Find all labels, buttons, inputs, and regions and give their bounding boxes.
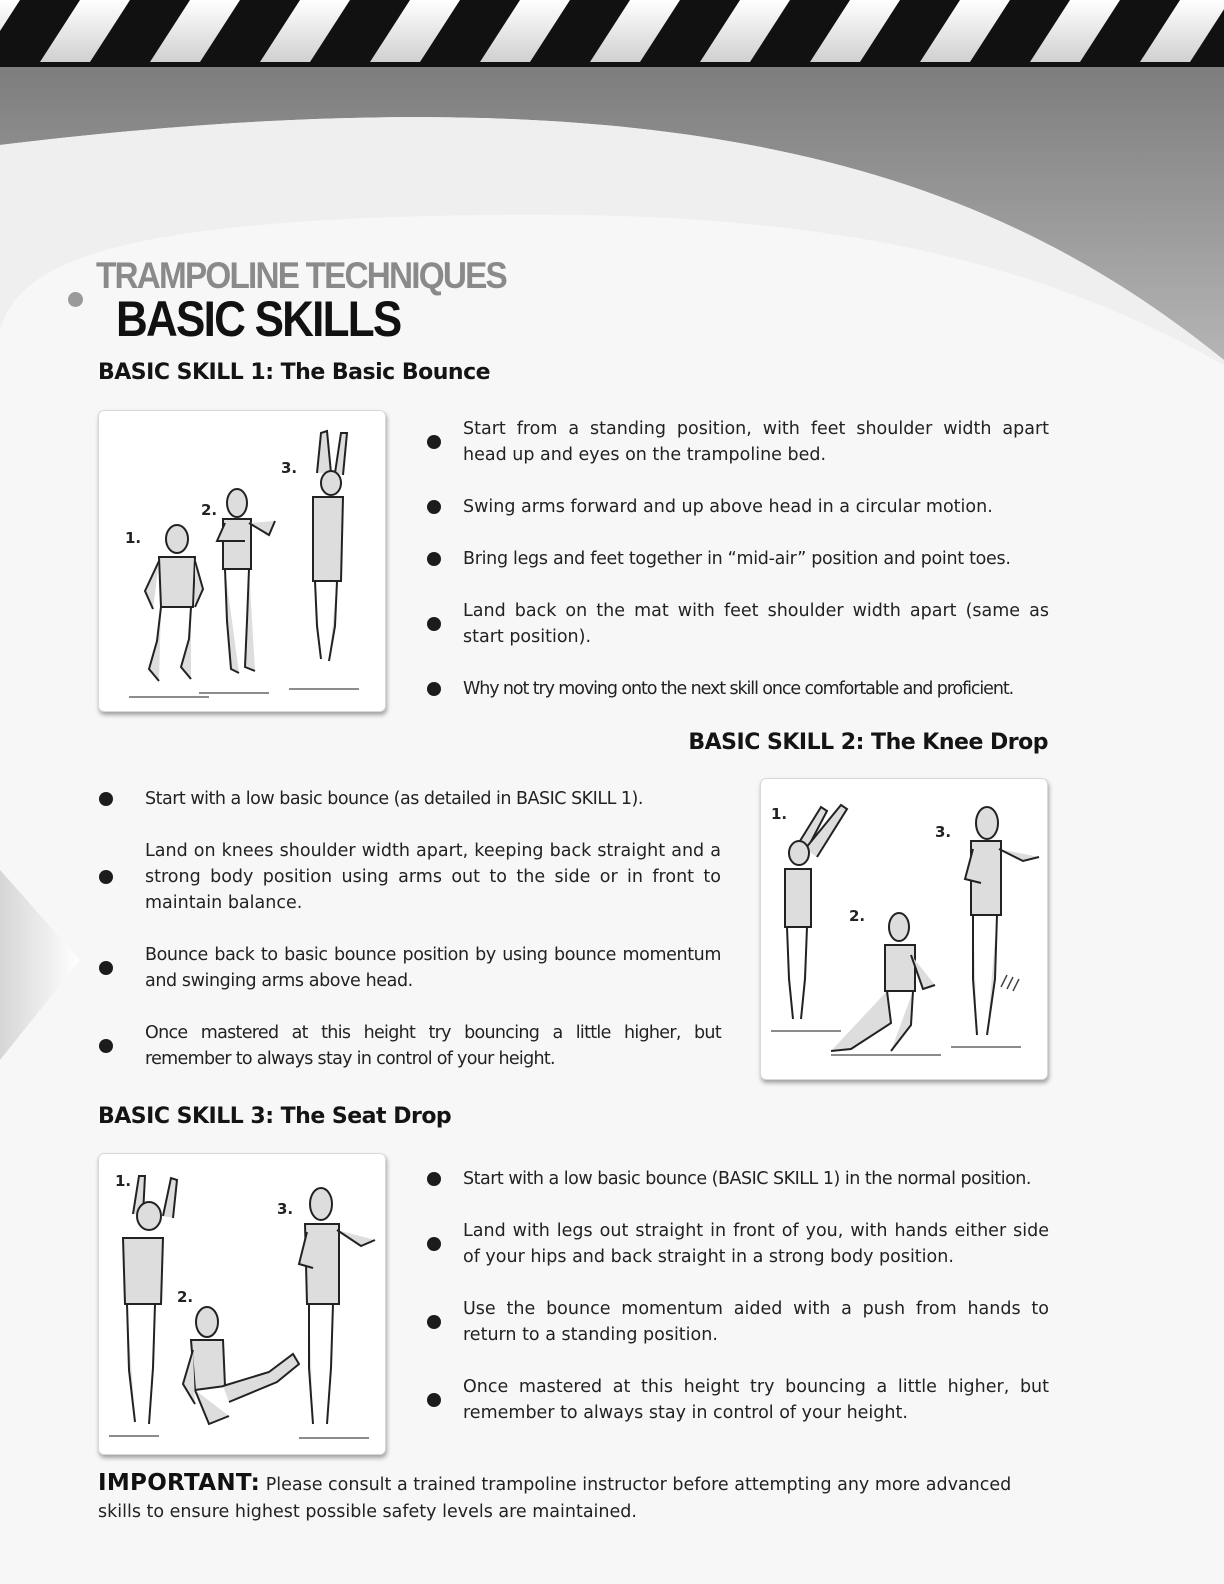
skill-2-figure-label-1: 1. (771, 805, 788, 823)
list-item (425, 416, 1049, 468)
bullet-dot (427, 617, 441, 631)
skill-2-figure-label-2: 2. (849, 907, 866, 925)
figure-3-midair (313, 431, 347, 661)
list-item (97, 786, 721, 812)
important-note (98, 1470, 1048, 1526)
knee-drop-figure-1 (785, 805, 847, 1019)
seat-drop-figure-2 (183, 1307, 299, 1424)
bullet-dot (427, 500, 441, 514)
step-text: Use the bounce momentum aided with a push from hands to return to a standing position. (463, 1299, 1049, 1345)
step-text: Start with a low basic bounce (as detailed in BASIC SKILL 1). (145, 789, 643, 809)
step-text: Start with a low basic bounce (BASIC SKILL 1) in the normal position. (463, 1169, 1031, 1189)
bullet-dot (99, 1039, 113, 1053)
header-stripe-band (0, 0, 1224, 67)
seat-drop-figure-3 (299, 1188, 375, 1424)
skill-2-steps (97, 786, 721, 1072)
step-text: Start from a standing position, with feet shoulder width apart head up and eyes on the trampoline bed. (463, 419, 1049, 465)
knee-drop-figure-3 (965, 807, 1039, 1035)
knee-drop-figure-2 (831, 913, 935, 1051)
skill-1-illustration (98, 410, 386, 712)
skill-2-illustration (760, 778, 1048, 1080)
step-text: Land back on the mat with feet shoulder width apart (same as start position). (463, 601, 1049, 647)
bullet-dot (99, 870, 113, 884)
list-item (97, 838, 721, 916)
important-text: Please consult a trained trampoline instructor before attempting any more advanced skills to ensure highest possible safety levels are maintained. (98, 1475, 1012, 1522)
skill-1-steps (425, 416, 1049, 702)
bullet-dot (427, 435, 441, 449)
skill-1-figure-label-1: 1. (125, 529, 142, 547)
list-item (97, 1020, 721, 1072)
figure-2-swing (217, 489, 275, 673)
step-text: Why not try moving onto the next skill once comfortable and proficient. (463, 679, 1014, 699)
figure-1-crouch (145, 525, 203, 681)
skill-2-figure-label-3: 3. (935, 823, 952, 841)
list-item (425, 598, 1049, 650)
skill-1-figure-label-3: 3. (281, 459, 298, 477)
step-text: Land with legs out straight in front of you, with hands either side of your hips and back straight in a strong body position. (463, 1221, 1049, 1267)
bullet-dot (427, 1393, 441, 1407)
step-text: Bring legs and feet together in “mid-air” position and point toes. (463, 549, 1011, 569)
skill-3-steps (425, 1166, 1049, 1426)
skill-3-illustration (98, 1153, 386, 1455)
list-item (97, 942, 721, 994)
important-label: IMPORTANT: (98, 1470, 261, 1496)
step-text: Swing arms forward and up above head in a circular motion. (463, 497, 993, 517)
bullet-dot (427, 1172, 441, 1186)
bullet-dot (427, 1315, 441, 1329)
step-text: Land on knees shoulder width apart, keeping back straight and a strong body position using arms out to the side or in front to maintain balance. (145, 841, 721, 913)
skill-3-figure-label-2: 2. (177, 1288, 194, 1306)
step-text: Bounce back to basic bounce position by using bounce momentum and swinging arms above head. (145, 945, 721, 991)
section-label: TRAMPOLINE TECHNIQUES (96, 255, 506, 296)
skill-3-figure-label-1: 1. (115, 1172, 132, 1190)
list-item (425, 1218, 1049, 1270)
skill-2-heading: BASIC SKILL 2: The Knee Drop (688, 730, 1048, 755)
list-item (425, 676, 1049, 702)
bullet-dot (427, 552, 441, 566)
bullet-dot (427, 1237, 441, 1251)
list-item (425, 1374, 1049, 1426)
list-item (425, 546, 1049, 572)
title-bullet-dot (68, 292, 83, 307)
skill-1-heading: BASIC SKILL 1: The Basic Bounce (98, 360, 491, 385)
seat-drop-figure-1 (123, 1176, 177, 1424)
page-title: BASIC SKILLS (116, 291, 401, 347)
bullet-dot (99, 792, 113, 806)
list-item (425, 494, 1049, 520)
bullet-dot (99, 961, 113, 975)
list-item (425, 1296, 1049, 1348)
step-text: Once mastered at this height try bouncing a little higher, but remember to always stay in control of your height. (463, 1377, 1049, 1423)
skill-3-heading: BASIC SKILL 3: The Seat Drop (98, 1104, 452, 1129)
list-item (425, 1166, 1049, 1192)
bullet-dot (427, 682, 441, 696)
skill-1-figure-label-2: 2. (201, 501, 218, 519)
skill-3-figure-label-3: 3. (277, 1200, 294, 1218)
step-text: Once mastered at this height try bouncing a little higher, but remember to always stay in control of your height. (145, 1023, 721, 1069)
